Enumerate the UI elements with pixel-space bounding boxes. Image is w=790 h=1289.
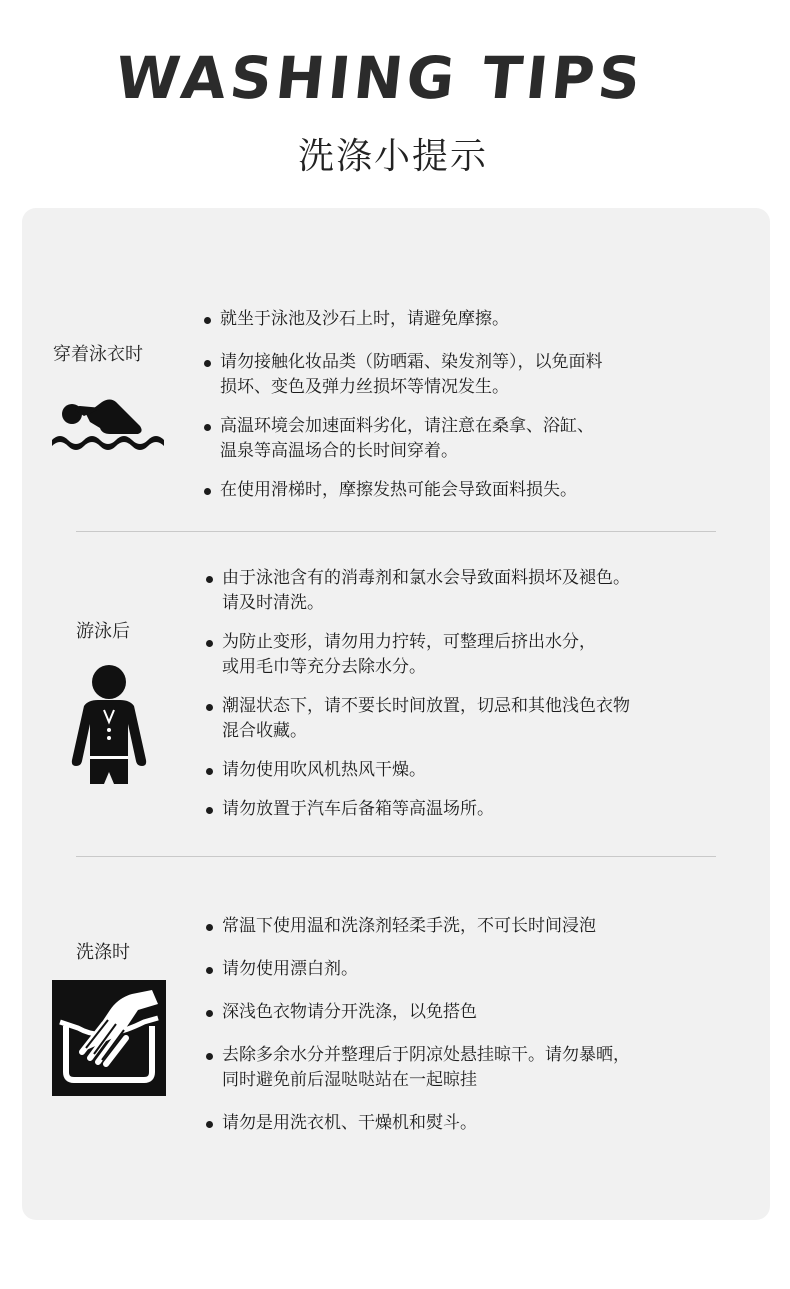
- section-label-after-swim: 游泳后: [76, 621, 130, 642]
- tip-item: 请勿使用漂白剂。: [204, 957, 754, 982]
- tip-item: 在使用滑梯时，摩擦发热可能会导致面料损失。: [202, 478, 742, 503]
- tip-item: 请勿使用吹风机热风干燥。: [204, 758, 754, 783]
- tip-item: 请勿是用洗衣机、干燥机和熨斗。: [204, 1111, 754, 1136]
- tip-item: 由于泳池含有的消毒剂和氯水会导致面料损坏及褪色。 请及时清洗。: [204, 566, 754, 616]
- section-label-wearing: 穿着泳衣时: [53, 344, 143, 365]
- tip-item: 请勿放置于汽车后备箱等高温场所。: [204, 797, 754, 822]
- page-title-cn: 洗涤小提示: [297, 136, 488, 177]
- tip-item: 高温环境会加速面料劣化，请注意在桑拿、浴缸、 温泉等高温场合的长时间穿着。: [202, 414, 742, 464]
- tip-item: 去除多余水分并整理后于阴凉处悬挂晾干。请勿暴晒， 同时避免前后湿哒哒站在一起晾挂: [204, 1043, 754, 1093]
- tip-item: 常温下使用温和洗涤剂轻柔手洗，不可长时间浸泡: [204, 914, 754, 939]
- page-title-en: WASHING TIPS: [112, 44, 648, 112]
- tip-item: 潮湿状态下，请不要长时间放置，切忌和其他浅色衣物 混合收藏。: [204, 694, 754, 744]
- hand-wash-icon: [52, 980, 166, 1096]
- section-divider: [76, 531, 716, 532]
- tips-list-after-swim: [204, 566, 754, 822]
- tip-item: 为防止变形，请勿用力拧转，可整理后挤出水分， 或用毛巾等充分去除水分。: [204, 630, 754, 680]
- section-divider: [76, 856, 716, 857]
- swimmer-icon: [50, 394, 166, 460]
- section-label-washing: 洗涤时: [76, 942, 130, 963]
- tip-item: 就坐于泳池及沙石上时，请避免摩擦。: [202, 307, 742, 332]
- tips-list-washing: [204, 914, 754, 1136]
- tip-item: 请勿接触化妆品类（防晒霜、染发剂等），以免面料 损坏、变色及弹力丝损坏等情况发生。: [202, 350, 742, 400]
- tips-list-wearing: [202, 307, 742, 503]
- tip-item: 深浅色衣物请分开洗涤，以免搭色: [204, 1000, 754, 1025]
- person-swimsuit-icon: [70, 664, 148, 788]
